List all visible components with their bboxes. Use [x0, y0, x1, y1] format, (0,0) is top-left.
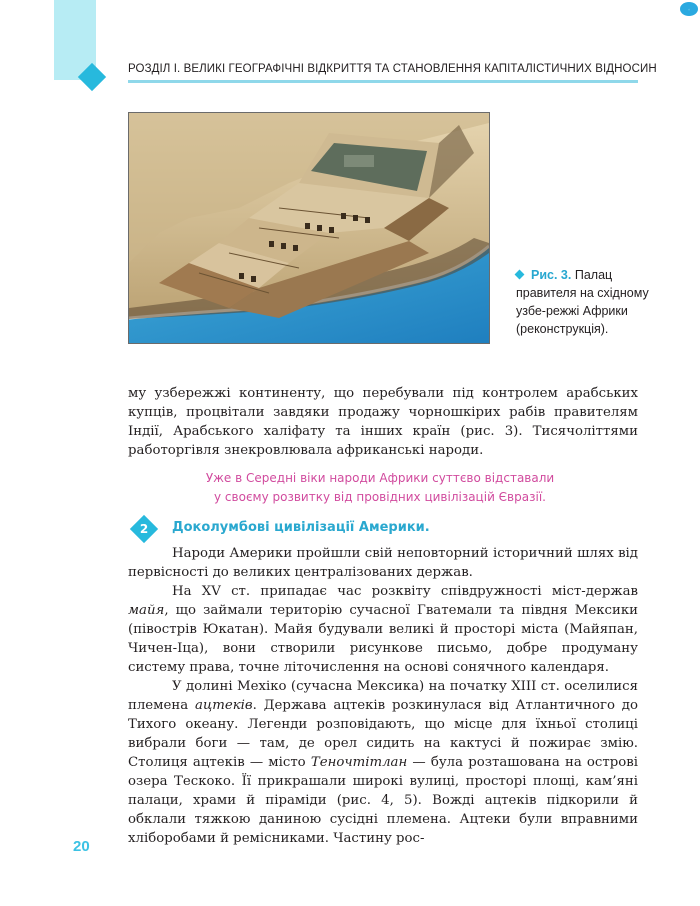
page-number: 20: [73, 838, 90, 855]
paragraph-maya: [128, 582, 638, 677]
tenochtitlan-term: Теночтітлан: [310, 755, 408, 770]
running-header: РОЗДІЛ І. ВЕЛИКІ ГЕОГРАФІЧНІ ВІДКРИТТЯ ТА СТАНОВЛЕННЯ КАПІТАЛІСТИЧНИХ ВІДНОСИН: [128, 63, 657, 75]
palace-illustration: [128, 112, 490, 344]
aztec-text-mid: . Держава ацтеків розкинулася від Атлантичного до Тихого океану. Легенди розповідають, що місце для їхньої столиці вибрали боги — там, де орел сидить на кактусі й пожирає змію. Столиця ацтеків — місто: [128, 698, 638, 770]
aztec-term: ацтеків: [195, 698, 253, 713]
header-rule: [128, 80, 638, 83]
publisher-logo-icon: ◦: [680, 2, 698, 16]
caption-diamond-icon: [515, 270, 525, 280]
figure-caption-text: Палац правителя на східному узбе-режжі Африки (реконструкція).: [516, 268, 649, 336]
paragraph-aztec: [128, 677, 638, 848]
paragraph-africa: [128, 384, 638, 460]
callout-line-1: Уже в Середні віки народи Африки суттєво відставали: [205, 471, 555, 485]
maya-term: майя: [128, 603, 165, 618]
paragraph-africa-text: му узбережжі континенту, що перебували під контролем арабських купців, процвітали завдяки продажу чорношкірих рабів правителям Індії, Арабського халіфату та інших країн (рис. 3). Тисячоліттями работоргівля знекровлювала африканські народи.: [128, 386, 638, 458]
body-text: [128, 544, 638, 848]
maya-text-end: , що займали територію сучасної Гватемали та півдня Мексики (півострів Юкатан). Майя будували великі й просторі міста (Майяпан, Чичен-Іца), вони створили рисункове письмо, добре продуману систему права, точне літочислення на основі сонячного календаря.: [128, 603, 638, 675]
callout-note: [180, 469, 580, 507]
callout-line-2: у своєму розвитку від провідних цивілізацій Євразії.: [214, 490, 546, 504]
section-heading: Доколумбові цивілізації Америки.: [172, 520, 430, 535]
paragraph-americas: Народи Америки пройшли свій неповторний історичний шлях від первісності до великих централізованих держав.: [128, 546, 638, 580]
figure-label: Рис. 3.: [531, 268, 572, 282]
aztec-text-end: — була розташована на острові озера Тескоко. Її прикрашали широкі вулиці, просторі площі, кам’яні палаци, храми й піраміди (рис. 4, 5). Вожді ацтеків підкорили й обклали тяжкою даниною сусідні племена. Ацтеки були вправними хліборобами й ремісниками. Частину рос-: [128, 755, 638, 846]
figure-caption: [516, 266, 656, 338]
maya-text-start: На XV ст. припадає час розквіту співдружності міст-держав: [172, 584, 638, 599]
aztec-text-start: У долині Мехіко (сучасна Мексика) на початку XIII ст. оселилися племена: [128, 679, 638, 713]
section-number: 2: [139, 522, 149, 536]
